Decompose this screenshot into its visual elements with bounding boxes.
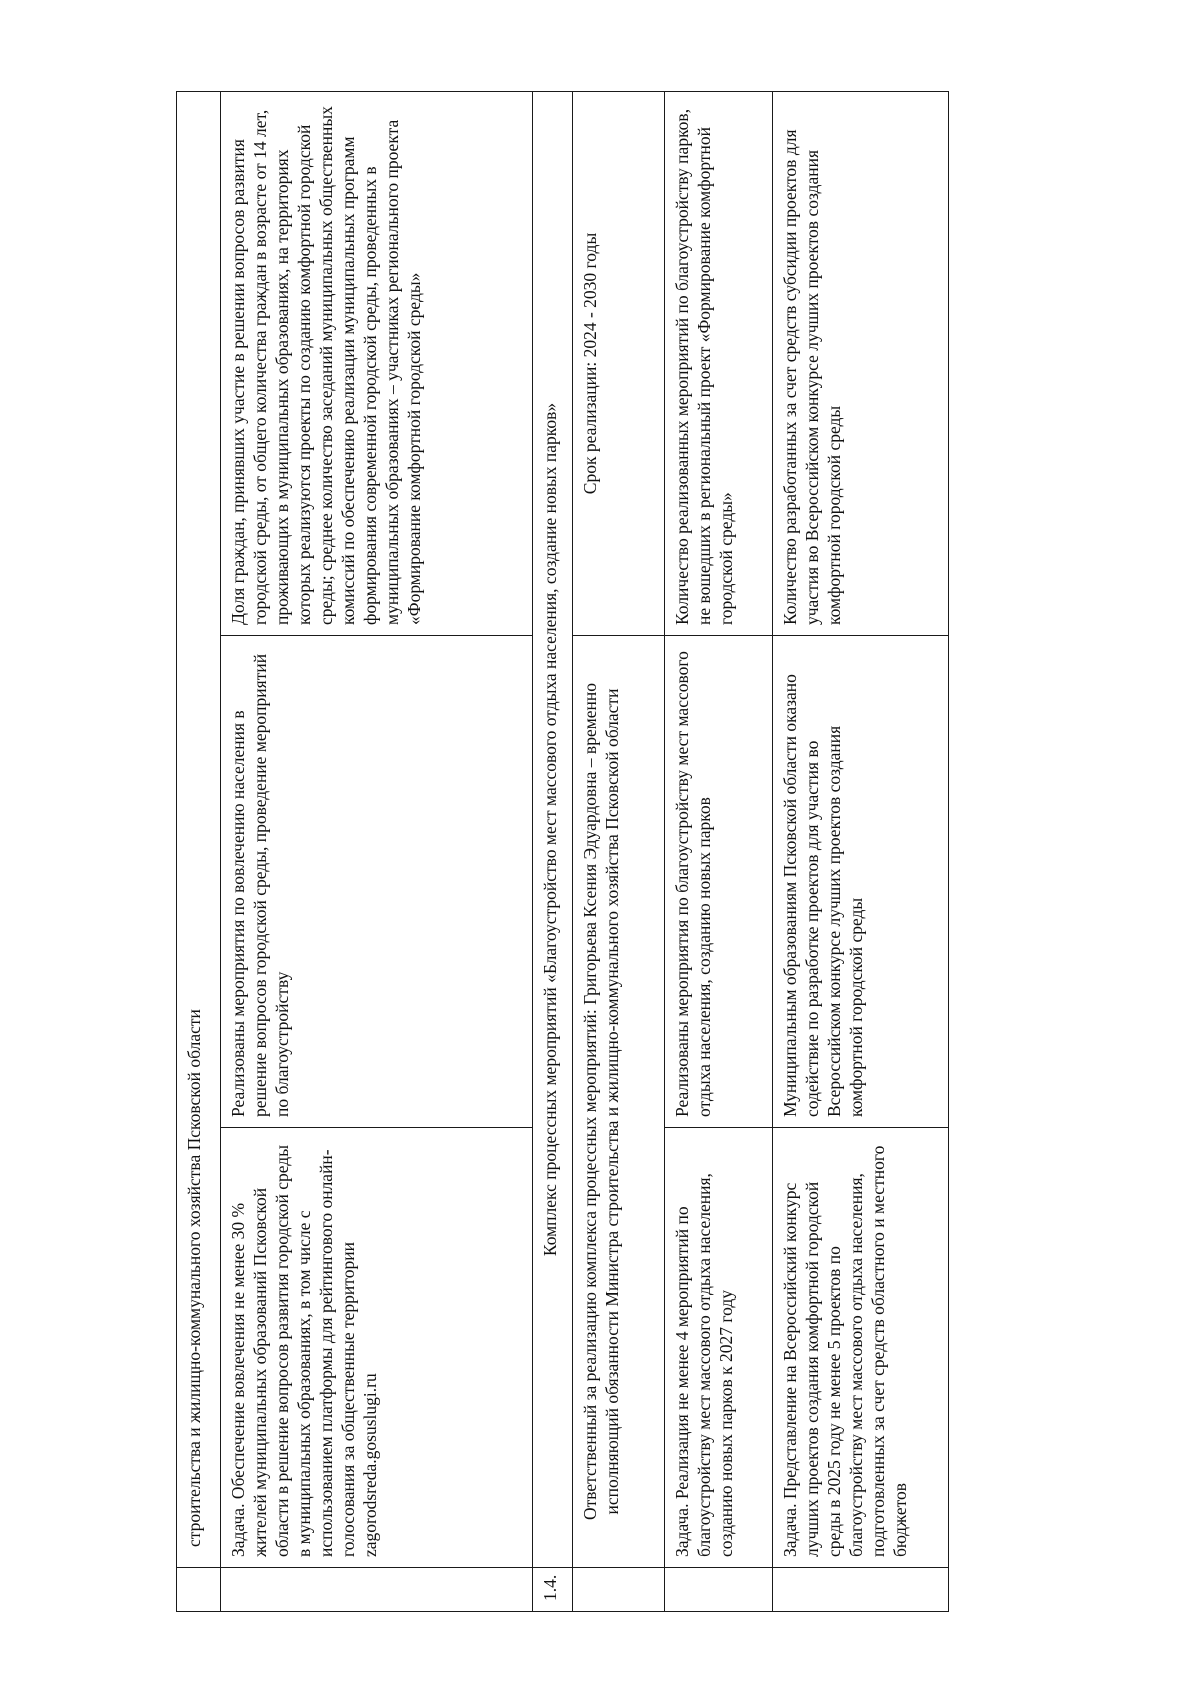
table-row bbox=[773, 91, 949, 1611]
section-title-cell: Комплекс процессных мероприятий «Благоустройство мест массового отдыха населения, создание новых парков» bbox=[533, 91, 573, 1567]
indicators-cell: Доля граждан, принявших участие в решении вопросов развития городской среды, от общего количества граждан в возрасте от 14 лет, проживающих в муниципальных образованиях, на территориях которых реализуются проекты по созданию комфортной городской среды; среднее количество заседаний муниципальных общественных комиссий по обеспечению реализации муниципальных программ формирования современной городской среды, проведенных в муниципальных образованиях – участниках регионального проекта «Формирование комфортной городской среды» bbox=[221, 91, 533, 635]
number-cell bbox=[573, 1568, 665, 1612]
table-row bbox=[177, 91, 221, 1611]
result-cell: Муниципальным образованиям Псковской области оказано содействие по разработке проектов для участия во Всероссийском конкурсе лучших проектов создания комфортной городской среды bbox=[773, 636, 949, 1128]
indicators-cell: Количество реализованных мероприятий по благоустройству парков, не вошедших в региональный проект «Формирование комфортной городской среды» bbox=[665, 91, 773, 635]
result-cell: Реализованы мероприятия по благоустройству мест массового отдыха населения, созданию новых парков bbox=[665, 636, 773, 1128]
period-cell: Срок реализации: 2024 - 2030 годы bbox=[573, 91, 665, 635]
number-cell bbox=[773, 1568, 949, 1612]
number-cell bbox=[221, 1568, 533, 1612]
task-cell: Задача. Обеспечение вовлечения не менее 30 % жителей муниципальных образований Псковской области в решение вопросов развития городской среды в муниципальных образованиях, в том числе с использованием платформы для рейтингового онлайн-голосования за общественные территории zagorodsreda.gosuslugi.ru bbox=[221, 1128, 533, 1568]
table-row bbox=[533, 91, 573, 1611]
task-cell: Задача. Реализация не менее 4 мероприятий по благоустройству мест массового отдыха населения, созданию новых парков к 2027 году bbox=[665, 1128, 773, 1568]
section-header-text: строительства и жилищно-коммунального хозяйства Псковской области bbox=[184, 1009, 204, 1547]
table-row bbox=[221, 91, 533, 1611]
measures-table bbox=[176, 91, 949, 1612]
rotated-table-sheet bbox=[176, 92, 1200, 1612]
table-row bbox=[573, 91, 665, 1611]
table-row bbox=[665, 91, 773, 1611]
number-cell bbox=[665, 1568, 773, 1612]
indicators-cell: Количество разработанных за счет средств субсидии проектов для участия во Всероссийском конкурсе лучших проектов создания комфортной городской среды bbox=[773, 91, 949, 635]
result-cell: Реализованы мероприятия по вовлечению населения в решение вопросов городской среды, проведение мероприятий по благоустройству bbox=[221, 636, 533, 1128]
section-number-cell: 1.4. bbox=[533, 1568, 573, 1612]
responsible-cell: Ответственный за реализацию комплекса процессных мероприятий: Григорьева Ксения Эдуардовна – временно исполняющий обязанности Министра строительства и жилищно-коммунального хозяйства Псковской области bbox=[573, 636, 665, 1568]
number-cell bbox=[177, 1568, 221, 1612]
task-cell: Задача. Представление на Всероссийский конкурс лучших проектов создания комфортной городской среды в 2025 году не менее 5 проектов по благоустройству мест массового отдыха населения, подготовленных за счет средств областного и местного бюджетов bbox=[773, 1128, 949, 1568]
section-header-cell bbox=[177, 91, 221, 1567]
